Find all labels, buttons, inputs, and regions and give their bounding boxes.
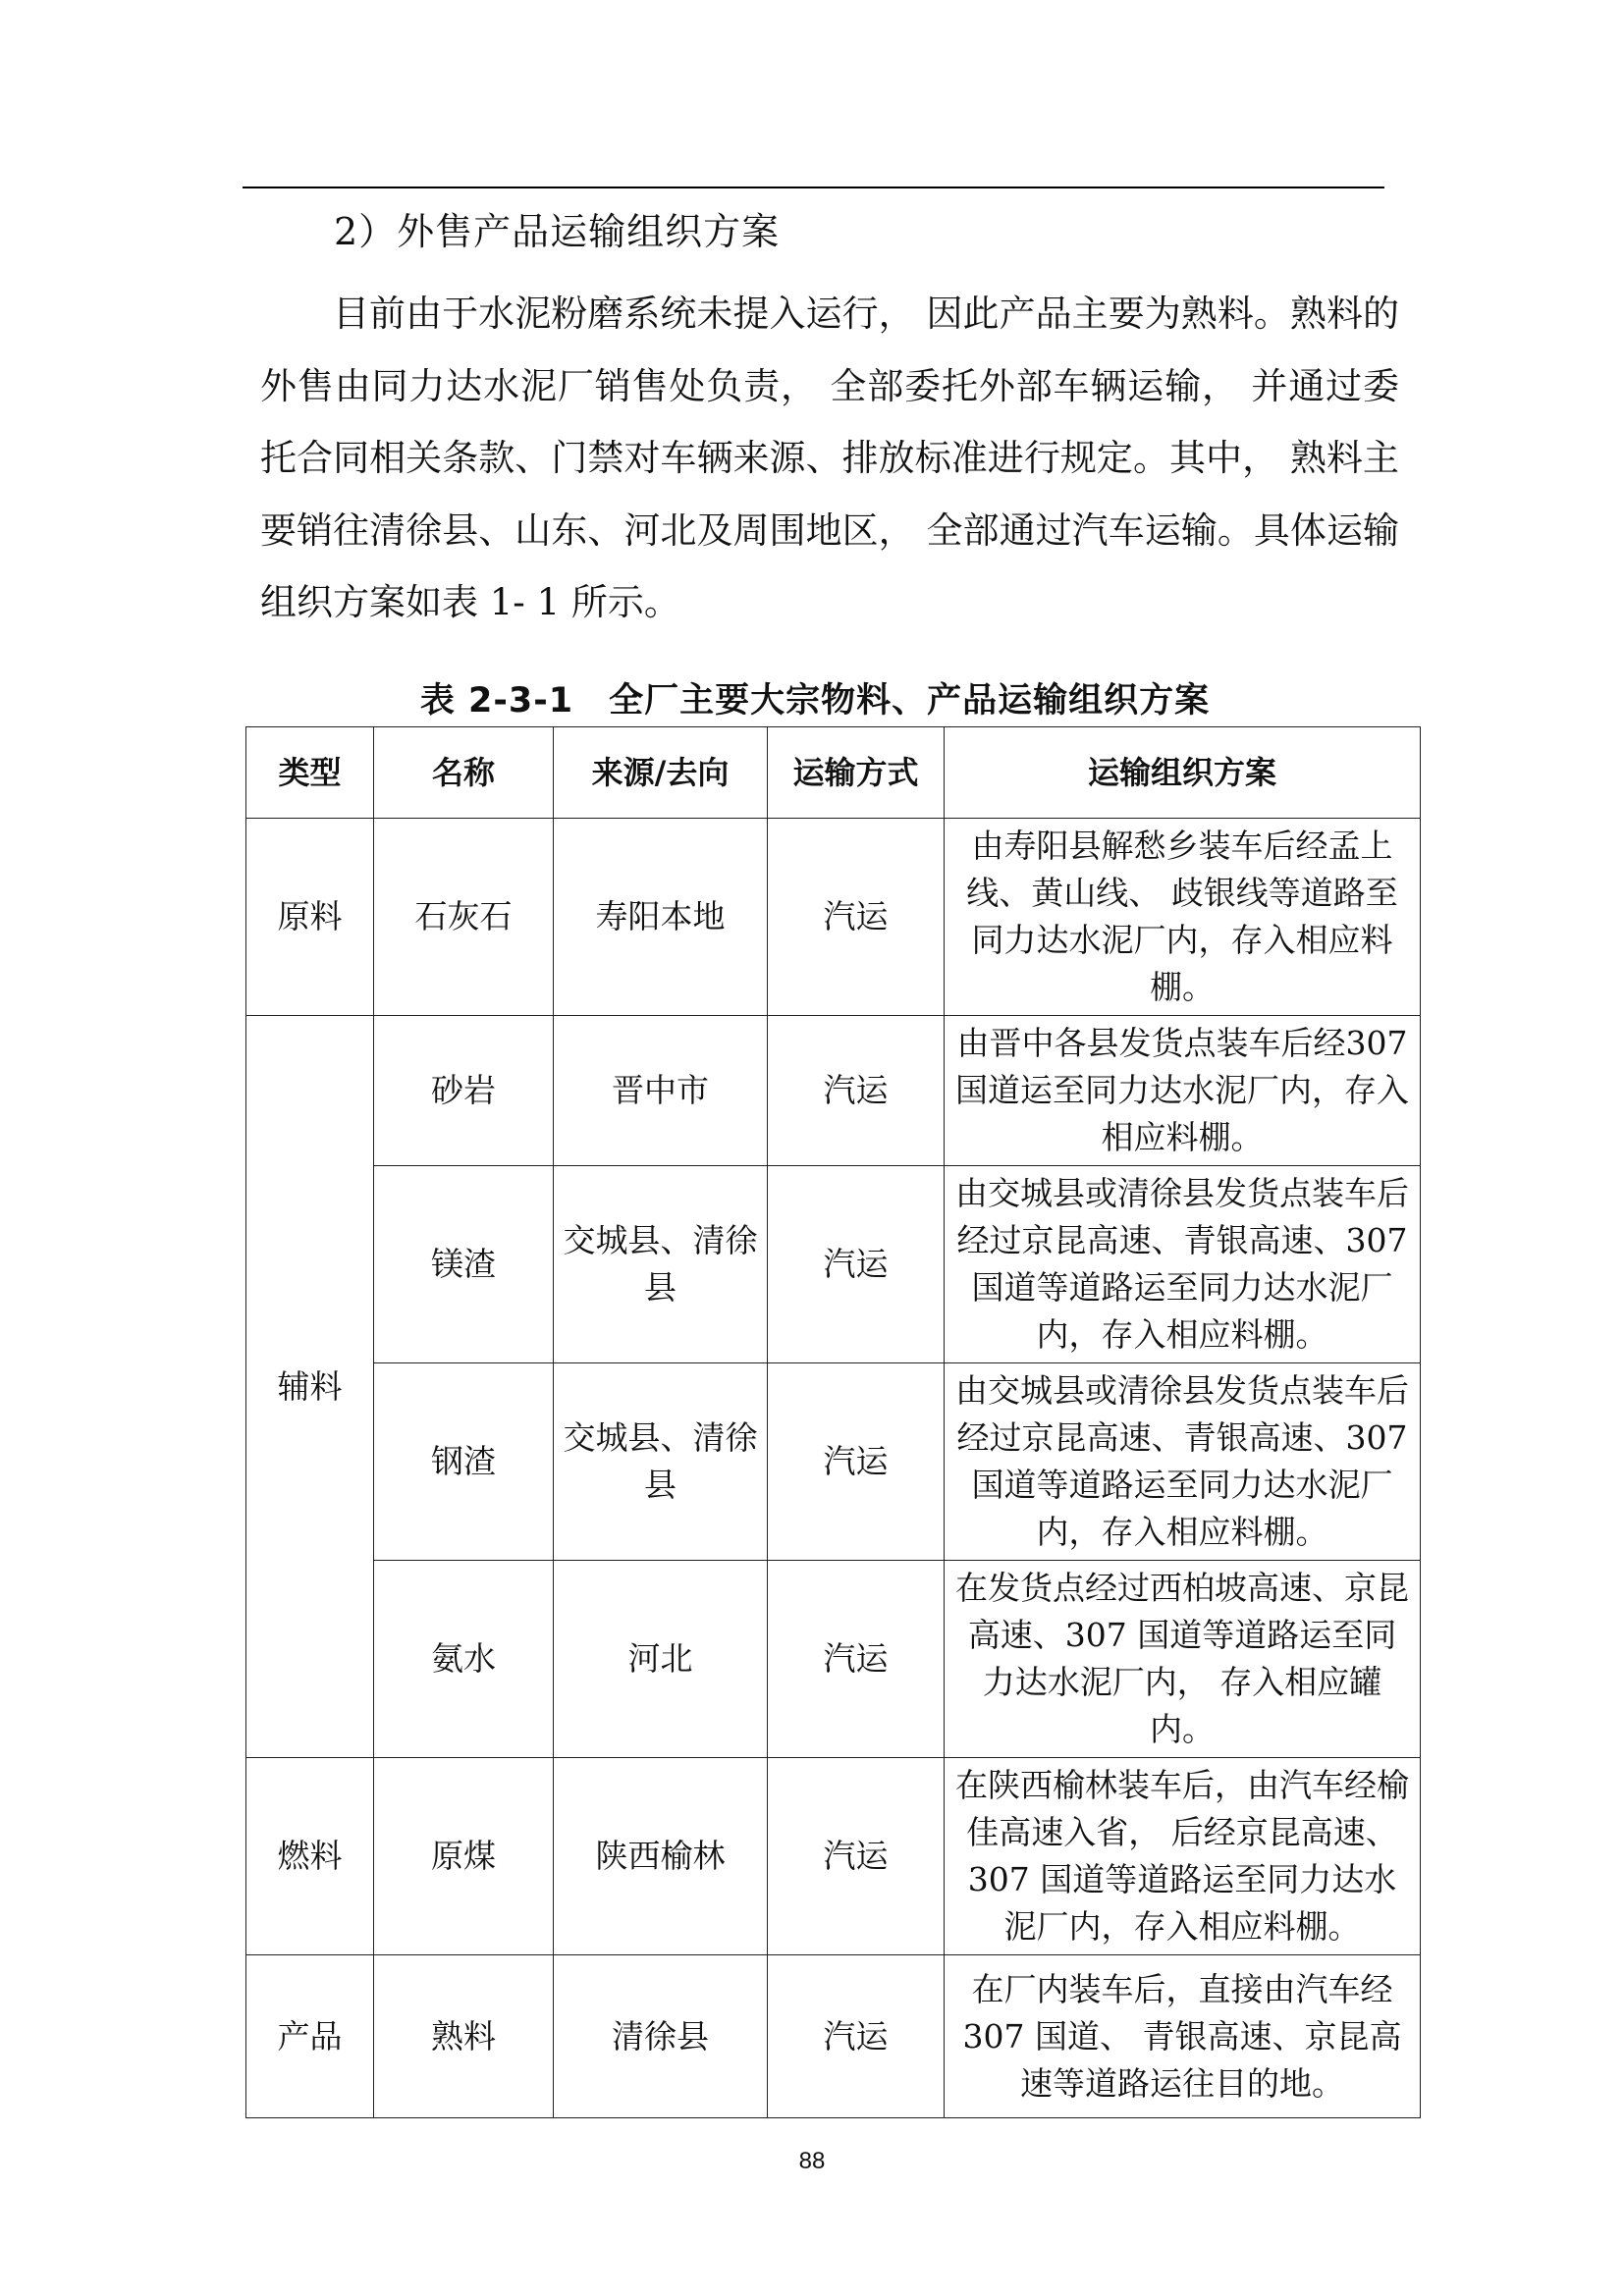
mode-cell: 汽运 — [768, 1561, 945, 1758]
body-paragraph: 目前由于水泥粉磨系统未提入运行， 因此产品主要为熟料。熟料的外售由同力达水泥厂销售处负责， 全部委托外部车辆运输， 并通过委托合同相关条款、门禁对车辆来源、排放标准进行规定。其中， 熟料主要销往清徐县、山东、河北及周围地区， 全部通过汽车运输。具体运输组织方案如表 1- 1 所示。 — [260, 293, 1399, 623]
header-source: 来源/去向 — [554, 727, 768, 819]
name-cell: 镁渣 — [374, 1166, 554, 1363]
source-cell: 寿阳本地 — [554, 819, 768, 1016]
section-heading: 2）外售产品运输组织方案 — [334, 210, 781, 253]
name-cell: 钢渣 — [374, 1363, 554, 1561]
table-row — [246, 1955, 1421, 2118]
mode-cell: 汽运 — [768, 1758, 945, 1955]
table-row — [246, 1166, 1421, 1363]
transport-table — [245, 726, 1421, 2118]
plan-cell: 在陕西榆林装车后，由汽车经榆佳高速入省， 后经京昆高速、307 国道等道路运至同力达水泥厂内，存入相应料棚。 — [945, 1758, 1421, 1955]
type-cell: 产品 — [246, 1955, 374, 2118]
header-plan: 运输组织方案 — [945, 727, 1421, 819]
header-rule — [243, 187, 1384, 188]
table-row — [246, 1561, 1421, 1758]
header-name: 名称 — [374, 727, 554, 819]
source-cell: 交城县、清徐县 — [554, 1363, 768, 1561]
table-row — [246, 1363, 1421, 1561]
source-cell: 河北 — [554, 1561, 768, 1758]
page-number: 88 — [798, 2148, 826, 2174]
plan-cell: 由交城县或清徐县发货点装车后经过京昆高速、青银高速、307 国道等道路运至同力达水泥厂内，存入相应料棚。 — [945, 1363, 1421, 1561]
table-row — [246, 1016, 1421, 1166]
source-cell: 清徐县 — [554, 1955, 768, 2118]
name-cell: 石灰石 — [374, 819, 554, 1016]
table-header-row — [246, 727, 1421, 819]
source-cell: 晋中市 — [554, 1016, 768, 1166]
name-cell: 氨水 — [374, 1561, 554, 1758]
name-cell: 原煤 — [374, 1758, 554, 1955]
body-text — [260, 278, 1399, 639]
mode-cell: 汽运 — [768, 1955, 945, 2118]
type-cell: 辅料 — [246, 1016, 374, 1758]
plan-cell: 由寿阳县解愁乡装车后经孟上线、黄山线、 歧银线等道路至同力达水泥厂内，存入相应料棚。 — [945, 819, 1421, 1016]
mode-cell: 汽运 — [768, 819, 945, 1016]
type-cell: 燃料 — [246, 1758, 374, 1955]
plan-cell: 由交城县或清徐县发货点装车后经过京昆高速、青银高速、307 国道等道路运至同力达水泥厂内，存入相应料棚。 — [945, 1166, 1421, 1363]
name-cell: 熟料 — [374, 1955, 554, 2118]
header-mode: 运输方式 — [768, 727, 945, 819]
mode-cell: 汽运 — [768, 1166, 945, 1363]
plan-cell: 在厂内装车后，直接由汽车经307 国道、 青银高速、京昆高速等道路运往目的地。 — [945, 1955, 1421, 2118]
mode-cell: 汽运 — [768, 1363, 945, 1561]
mode-cell: 汽运 — [768, 1016, 945, 1166]
source-cell: 交城县、清徐县 — [554, 1166, 768, 1363]
plan-cell: 在发货点经过西柏坡高速、京昆高速、307 国道等道路运至同力达水泥厂内， 存入相应罐内。 — [945, 1561, 1421, 1758]
table-row — [246, 819, 1421, 1016]
table-caption: 表 2-3-1 全厂主要大宗物料、产品运输组织方案 — [419, 681, 1211, 721]
header-type: 类型 — [246, 727, 374, 819]
table-row — [246, 1758, 1421, 1955]
source-cell: 陕西榆林 — [554, 1758, 768, 1955]
plan-cell: 由晋中各县发货点装车后经307 国道运至同力达水泥厂内，存入相应料棚。 — [945, 1016, 1421, 1166]
name-cell: 砂岩 — [374, 1016, 554, 1166]
type-cell: 原料 — [246, 819, 374, 1016]
